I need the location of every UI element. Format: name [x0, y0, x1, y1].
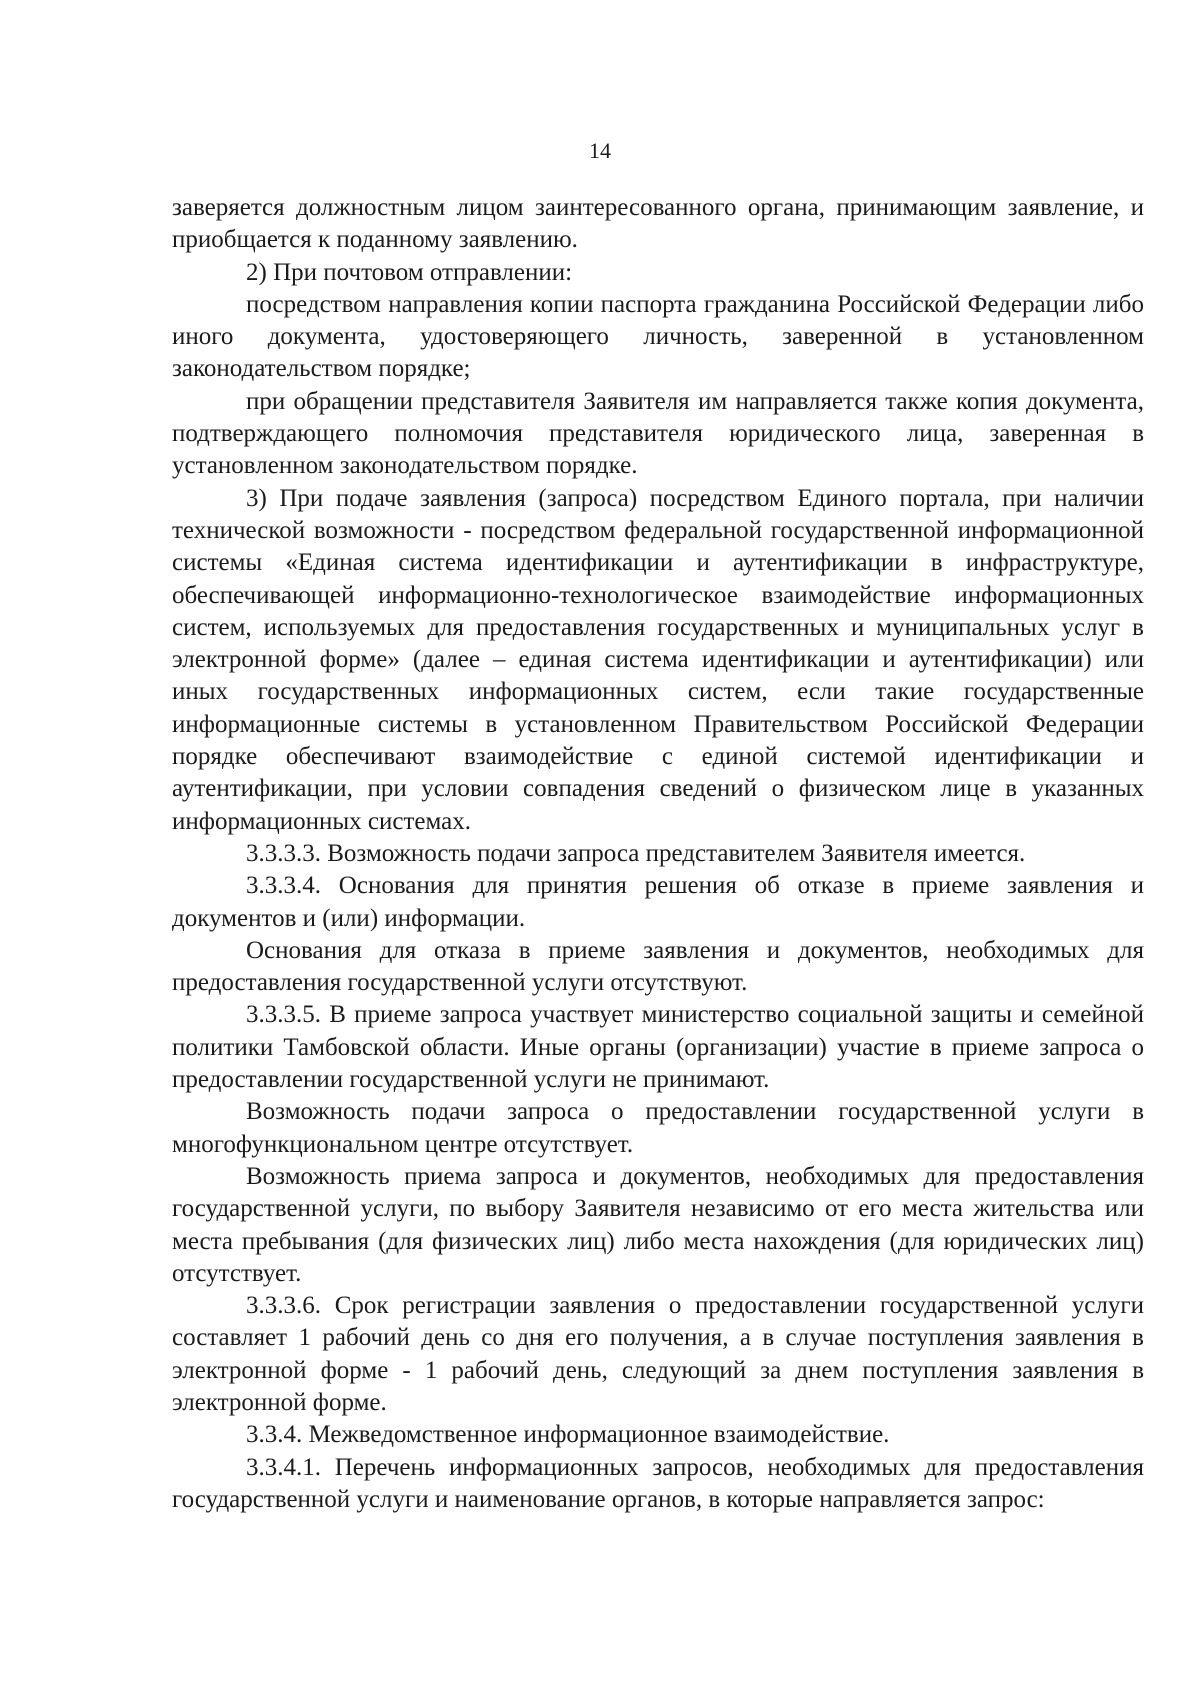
paragraph: 3) При подаче заявления (запроса) посредством Единого портала, при наличии технической возможности - посредством федеральной государственной информационной системы «Единая система идентификации и аутентификации в инфраструктуре, обеспечивающей информационно-технологическое взаимодействие информационных систем, используемых для предоставления государственных и муниципальных услуг в электронной форме» (далее – единая система идентификации и аутентификации) или иных государственных информационных систем, если такие государственные информационные системы в установленном Правительством Российской Федерации порядке обеспечивают взаимодействие с единой системой идентификации и аутентификации, при условии совпадения сведений о физическом лице в указанных информационных системах. [172, 484, 1144, 835]
paragraph: при обращении представителя Заявителя им направляется также копия документа, подтверждающего полномочия представителя юридического лица, заверенная в установленном законодательством порядке. [172, 387, 1144, 480]
paragraph: Возможность приема запроса и документов, необходимых для предоставления государственной услуги, по выбору Заявителя независимо от его места жительства или места пребывания (для физических лиц) либо места нахождения (для юридических лиц) отсутствует. [172, 1162, 1144, 1287]
paragraph: 3.3.3.4. Основания для принятия решения об отказе в приеме заявления и документов и (или) информации. [172, 872, 1144, 932]
paragraph: заверяется должностным лицом заинтересованного органа, принимающим заявление, и приобщается к поданному заявлению. [172, 194, 1144, 254]
paragraph: Основания для отказа в приеме заявления и документов, необходимых для предоставления государственной услуги отсутствуют. [172, 936, 1144, 997]
paragraph: 3.3.4. Межведомственное информационное взаимодействие. [246, 1421, 890, 1449]
paragraph: 3.3.4.1. Перечень информационных запросов, необходимых для предоставления государственной услуги и наименование органов, в которые направляется запрос: [172, 1453, 1144, 1513]
page-number: 14 [589, 138, 611, 163]
document-body [172, 192, 1144, 1516]
paragraph: 2) При почтовом отправлении: [246, 258, 573, 286]
paragraph: посредством направления копии паспорта гражданина Российской Федерации либо иного документа, удостоверяющего личность, заверенной в установленном законодательством порядке; [172, 290, 1144, 383]
paragraph: 3.3.3.6. Срок регистрации заявления о предоставлении государственной услуги составляет 1 рабочий день со дня его получения, а в случае поступления заявления в электронной форме - 1 рабочий день, следующий за днем поступления заявления в электронной форме. [172, 1292, 1144, 1416]
paragraph: 3.3.3.5. В приеме запроса участвует министерство социальной защиты и семейной политики Тамбовской области. Иные органы (организации) участие в приеме запроса о предоставлении государственной услуги не принимают. [172, 1001, 1144, 1094]
paragraph: Возможность подачи запроса о предоставлении государственной услуги в многофункциональном центре отсутствует. [172, 1098, 1144, 1158]
paragraph: 3.3.3.3. Возможность подачи запроса представителем Заявителя имеется. [246, 839, 1026, 867]
